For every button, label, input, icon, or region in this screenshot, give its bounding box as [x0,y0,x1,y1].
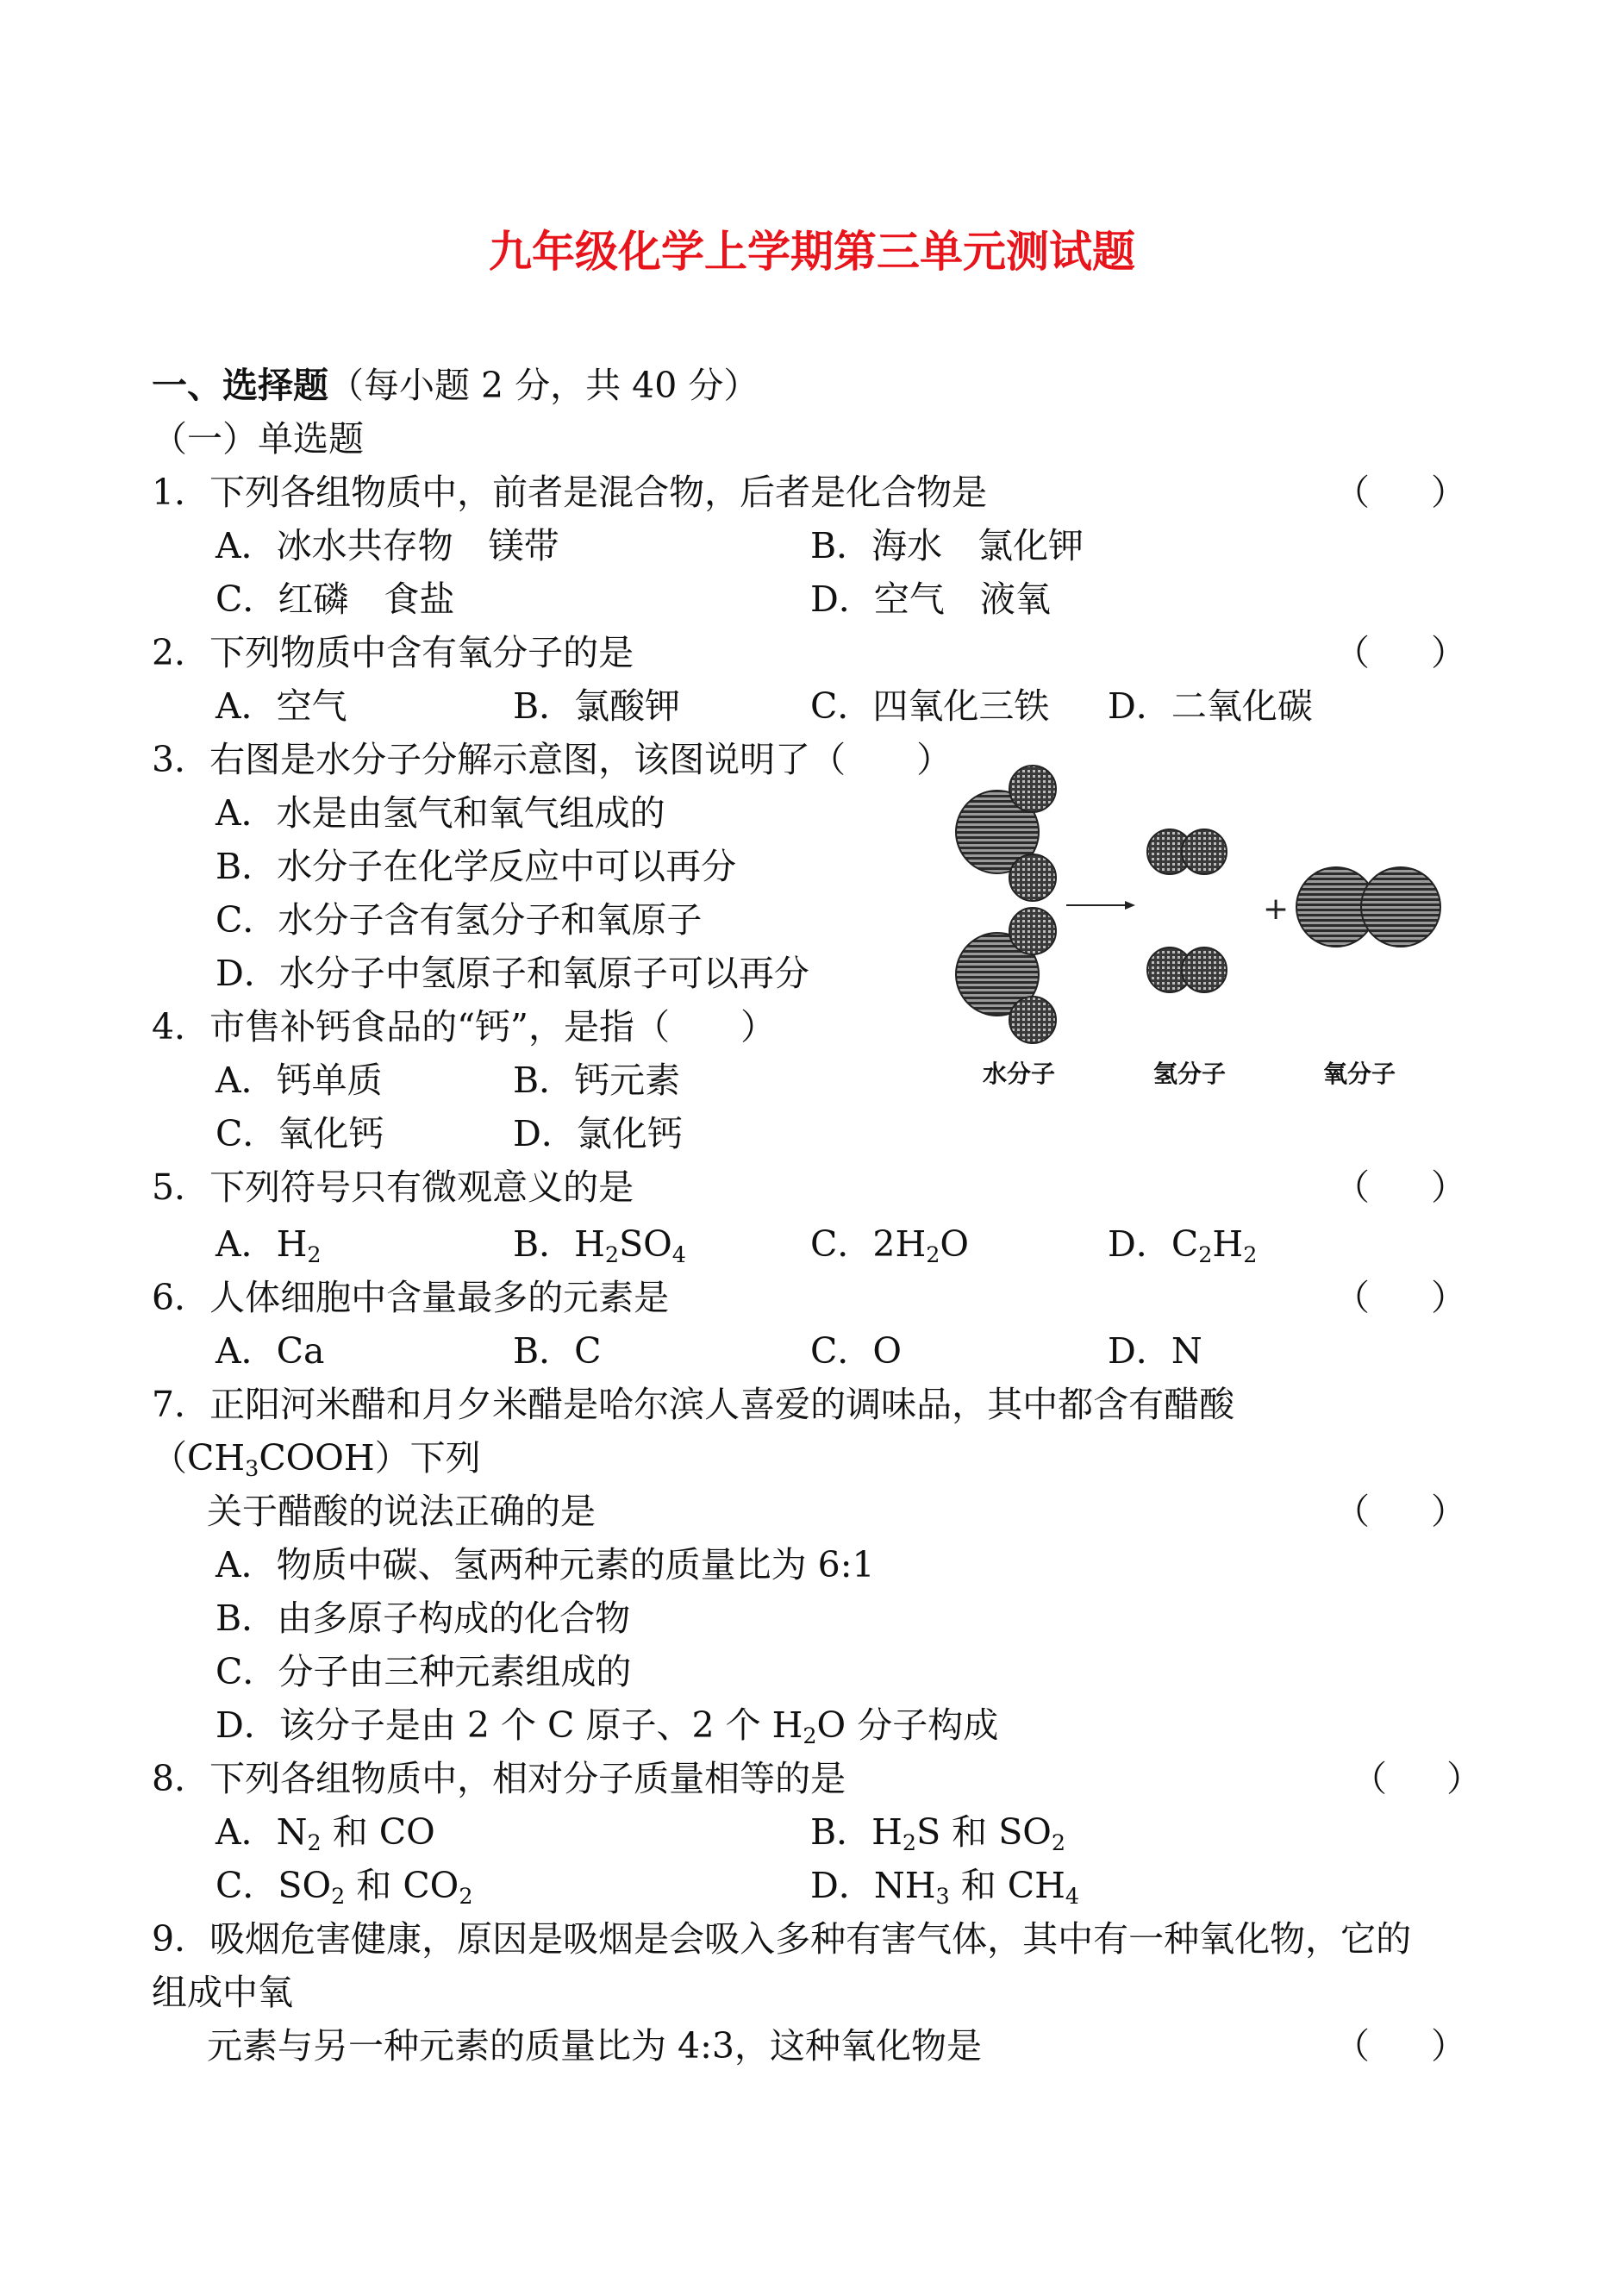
question-6-stem: 6．人体细胞中含量最多的元素是 [152,1277,670,1318]
answer-blank-open: （ [1334,1166,1370,1208]
question-4-option-d: D．氯化钙 [513,1113,683,1154]
question-1-option-b: B．海水 氯化钾 [810,525,1084,566]
question-8-option-b: B．$H_2S$ 和 $SO_2$ [810,1811,1066,1856]
page-title: 九年级化学上学期第三单元测试题 [489,226,1135,277]
question-6-option-c: C．O [810,1330,902,1372]
question-7-option-b: B．由多原子构成的化合物 [215,1598,631,1639]
molecule-diagram [944,759,1461,1095]
figure-label-hydrogen: 氢分子 [1153,1060,1227,1088]
answer-blank-close: ） [1431,1277,1466,1318]
hydrogen-molecule-icon [1147,947,1227,992]
question-3-option-b: B．水分子在化学反应中可以再分 [215,846,737,887]
question-1-option-d: D．空气 液氧 [810,578,1051,620]
question-5-stem: 5．下列符号只有微观意义的是 [152,1166,634,1208]
answer-blank-open: （ [1334,472,1370,513]
hydrogen-molecule-icon [1147,829,1227,874]
section-subheading: （一）单选题 [152,418,364,460]
question-2-option-c: C．四氧化三铁 [810,685,1050,727]
answer-blank-close: ） [1431,472,1466,513]
question-7-option-a: A．物质中碳、氢两种元素的质量比为 6:1 [215,1544,875,1585]
question-5-option-c: C．$2H_2O$ [810,1223,970,1268]
answer-blank-close: ） [1446,1758,1482,1799]
answer-blank-close: ） [1431,1491,1466,1532]
answer-blank-open: （ [1352,1758,1387,1799]
question-7-stem: 7．正阳河米醋和月夕米醋是哈尔滨人喜爱的调味品，其中都含有醋酸 [152,1384,1235,1425]
question-8-option-d: D．$NH_3$ 和 $CH_4$ [810,1865,1080,1910]
question-9-stem-line3: 元素与另一种元素的质量比为 4:3，这种氧化物是 [207,2025,983,2067]
question-5-option-a: A．$H_2$ [215,1223,322,1268]
answer-blank-close: ） [1431,632,1466,673]
question-8-stem: 8．下列各组物质中，相对分子质量相等的是 [152,1758,846,1799]
question-9-stem: 9．吸烟危害健康，原因是吸烟是会吸入多种有害气体，其中有一种氧化物，它的 [152,1918,1412,1960]
question-1-option-c: C．红磷 食盐 [215,578,455,620]
answer-blank-open: （ [1334,1277,1370,1318]
answer-blank-open: （ [1334,632,1370,673]
question-2-option-a: A．空气 [215,685,347,727]
plus-sign: + [1263,891,1290,927]
water-decomposition-figure [944,759,1461,1095]
question-7-option-d: D．该分子是由 2 个 C 原子、2 个 $H_2O$ 分子构成 [215,1704,999,1749]
question-2-option-d: D．二氧化碳 [1108,685,1313,727]
question-1-stem: 1．下列各组物质中，前者是混合物，后者是化合物是 [152,472,988,513]
question-3-stem: 3．右图是水分子分解示意图，该图说明了（ ） [152,739,953,780]
section-heading: 一、选择题（每小题 2 分，共 40 分） [152,365,759,406]
question-1-option-a: A．冰水共存物 镁带 [215,525,559,566]
answer-blank-close: ） [1431,1166,1466,1208]
question-9-stem-line2: 组成中氧 [152,1972,293,2013]
question-2-stem: 2．下列物质中含有氧分子的是 [152,632,634,673]
water-molecule-icon [956,908,1056,1043]
answer-blank-close: ） [1431,2025,1466,2067]
question-5-option-b: B．$H_2SO_4$ [513,1223,686,1268]
question-2-option-b: B．氯酸钾 [513,685,681,727]
question-4-stem: 4．市售补钙食品的“钙”，是指（ ） [152,1006,777,1047]
arrow-icon [1066,901,1135,910]
figure-label-water: 水分子 [983,1060,1056,1088]
question-4-option-b: B．钙元素 [513,1060,681,1101]
water-molecule-icon [956,766,1056,901]
answer-blank-open: （ [1334,2025,1370,2067]
figure-label-oxygen: 氧分子 [1323,1060,1396,1088]
question-3-option-d: D．水分子中氢原子和氧原子可以再分 [215,953,809,994]
question-3-option-a: A．水是由氢气和氧气组成的 [215,792,665,834]
question-7-option-c: C．分子由三种元素组成的 [215,1651,632,1692]
answer-blank-open: （ [1334,1491,1370,1532]
question-4-option-a: A．钙单质 [215,1060,383,1101]
question-3-option-c: C．水分子含有氢分子和氧原子 [215,899,703,941]
question-8-option-a: A．$N_2$ 和 CO [215,1811,435,1856]
oxygen-molecule-icon [1296,867,1440,947]
question-4-option-c: C．氧化钙 [215,1113,384,1154]
question-7-stem-line2: $(CH_3COOH)$下列 [152,1437,481,1482]
question-6-option-a: A．Ca [215,1330,325,1372]
question-5-option-d: D．$C_2H_2$ [1108,1223,1258,1268]
question-6-option-b: B．C [513,1330,602,1372]
question-8-option-c: C．$SO_2$ 和 $CO_2$ [215,1865,473,1910]
question-7-stem-line3: 关于醋酸的说法正确的是 [207,1491,596,1532]
question-6-option-d: D．N [1108,1330,1202,1372]
